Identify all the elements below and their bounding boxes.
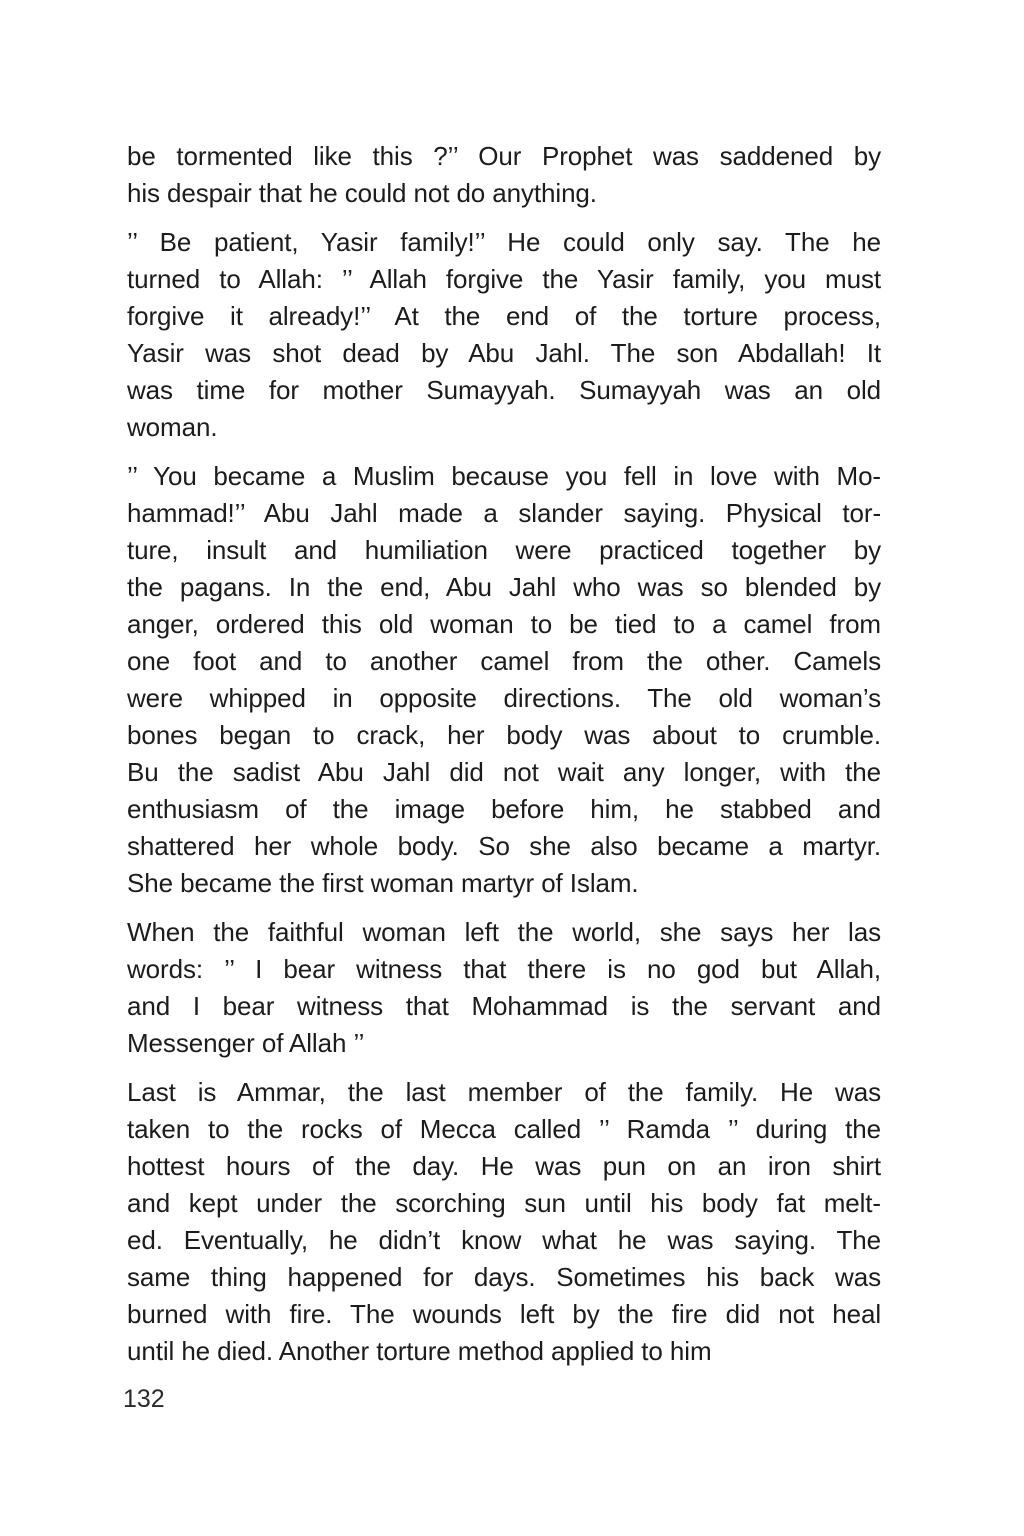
text-line: enthusiasm of the image before him, he stabbed and: [127, 794, 881, 824]
paragraph: [127, 1074, 881, 1370]
text-line: shattered her whole body. So she also became a martyr.: [127, 831, 881, 861]
text-line: words: ’’ I bear witness that there is no god but Allah,: [127, 954, 881, 984]
paragraph: [127, 458, 881, 902]
text-line: hottest hours of the day. He was pun on an iron shirt: [127, 1151, 881, 1181]
text-line: She became the first woman martyr of Islam.: [127, 868, 639, 898]
text-line: taken to the rocks of Mecca called ’’ Ramda ’’ during the: [127, 1114, 881, 1144]
text-line: Messenger of Allah ’’: [127, 1028, 365, 1058]
paragraph: [127, 224, 881, 446]
text-line: ture, insult and humiliation were practiced together by: [127, 535, 881, 565]
text-line: and kept under the scorching sun until his body fat melt-: [127, 1188, 881, 1218]
text-line: When the faithful woman left the world, she says her las: [127, 917, 881, 947]
text-line: the pagans. In the end, Abu Jahl who was so blended by: [127, 572, 881, 602]
text-line: burned with fire. The wounds left by the fire did not heal: [127, 1299, 881, 1329]
text-line: bones began to crack, her body was about to crumble.: [127, 720, 881, 750]
text-line: until he died. Another torture method applied to him: [127, 1336, 712, 1366]
text-line: was time for mother Sumayyah. Sumayyah was an old: [127, 375, 881, 405]
paragraph: [127, 138, 881, 212]
page-number: 132: [123, 1385, 165, 1413]
text-line: woman.: [127, 412, 218, 442]
text-line: be tormented like this ?’’ Our Prophet was saddened by: [127, 141, 881, 171]
text-line: ’’ You became a Muslim because you fell in love with Mo-: [127, 461, 881, 491]
text-line: anger, ordered this old woman to be tied to a camel from: [127, 609, 881, 639]
text-line: were whipped in opposite directions. The old woman’s: [127, 683, 881, 713]
text-line: ’’ Be patient, Yasir family!’’ He could only say. The he: [127, 227, 881, 257]
text-line: same thing happened for days. Sometimes his back was: [127, 1262, 881, 1292]
paragraph: [127, 914, 881, 1062]
text-line: Bu the sadist Abu Jahl did not wait any longer, with the: [127, 757, 881, 787]
text-line: ed. Eventually, he didn’t know what he was saying. The: [127, 1225, 881, 1255]
text-line: Last is Ammar, the last member of the family. He was: [127, 1077, 881, 1107]
text-line: his despair that he could not do anything.: [127, 178, 597, 208]
text-line: one foot and to another camel from the other. Camels: [127, 646, 881, 676]
text-line: and I bear witness that Mohammad is the servant and: [127, 991, 881, 1021]
text-line: turned to Allah: ’’ Allah forgive the Yasir family, you must: [127, 264, 881, 294]
text-line: forgive it already!’’ At the end of the torture process,: [127, 301, 881, 331]
page-body: [127, 138, 881, 1382]
text-line: hammad!’’ Abu Jahl made a slander saying. Physical tor-: [127, 498, 881, 528]
text-line: Yasir was shot dead by Abu Jahl. The son Abdallah! It: [127, 338, 881, 368]
